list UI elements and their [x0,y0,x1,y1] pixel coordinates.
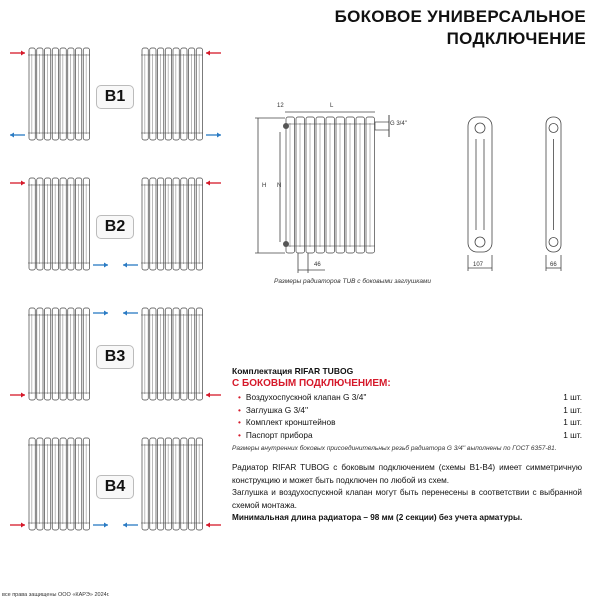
arrowhead-icon [10,133,14,138]
arrowhead-icon [206,393,210,398]
kit-item-qty: 1 шт. [563,417,582,427]
description-p3: Минимальная длина радиатора – 98 мм (2 секции) без учета арматуры. [232,513,523,522]
kit-item-name [238,391,367,404]
arrowhead-icon [21,51,25,56]
kit-item-qty: 1 шт. [563,392,582,402]
page-title [335,6,586,50]
kit-item-name [238,429,313,442]
arrowhead-icon [123,523,127,528]
description-p2: Заглушка и воздухоспускной клапан могут быть перенесены в соответствии с выбранной схемой монтажа. [232,488,582,510]
bullet-icon: • [238,392,241,402]
side-view-3col [468,117,492,252]
drawing-caption: Размеры радиаторов TUB с боковыми заглушками [274,278,432,285]
scheme-label-b3: B3 [96,345,134,369]
plug-icon [283,241,289,247]
radiator-front-view [283,115,389,253]
dim-thread: G 3/4'' [390,121,407,127]
dim-depth-3col: 107 [473,262,484,268]
kit-item-name [238,404,308,417]
kit-item-label: Воздухоспускной клапан G 3/4'' [245,392,367,402]
arrowhead-icon [206,51,210,56]
bullet-icon: • [238,417,241,427]
bullet-icon: • [238,429,241,440]
title-line-2: ПОДКЛЮЧЕНИЕ [446,29,586,48]
arrowhead-icon [21,181,25,186]
arrowhead-icon [21,523,25,528]
arrowhead-icon [104,523,108,528]
arrowhead-icon [217,133,221,138]
kit-item-qty: 1 шт. [563,429,582,440]
scheme-label-b4: B4 [96,475,134,499]
kit-section [232,366,582,452]
arrowhead-icon [206,523,210,528]
kit-heading: Комплектация RIFAR TUBOG [232,366,354,376]
dim-depth-2col: 66 [550,262,557,268]
description [232,462,582,525]
dim-pitch: 46 [314,262,321,268]
dim-axis: N [277,183,282,189]
scheme-label-b2: B2 [96,215,134,239]
dimension-drawing [250,95,600,275]
description-p1: Радиатор RIFAR TUBOG с боковым подключением (схемы B1-B4) имеет симметричную конструкцию и может быть подключен по любой из схем. [232,463,582,485]
kit-note: Размеры внутренних боковых присоединительных резьб радиатора G 3/4'' выполнены по ГОСТ 6357-81. [232,445,557,452]
copyright: все права защищены ООО «КАРЭ» 2024г. [2,592,110,598]
arrowhead-icon [206,181,210,186]
arrowhead-icon [21,393,25,398]
kit-item [232,391,582,404]
kit-item-qty: 1 шт. [563,404,582,415]
arrowhead-icon [123,311,127,316]
thread-fitting [375,122,389,130]
kit-item [232,416,582,429]
kit-item-label: Паспорт прибора [245,429,313,440]
dim-offset: 12 [277,103,284,109]
air-valve-icon [283,123,289,129]
kit-item-name [238,416,336,429]
title-line-1: БОКОВОЕ УНИВЕРСАЛЬНОЕ [334,7,586,26]
arrowhead-icon [104,311,108,316]
kit-subheading: С БОКОВЫМ ПОДКЛЮЧЕНИЕМ: [232,378,391,389]
kit-item-label: Комплект кронштейнов [245,417,336,427]
arrowhead-icon [123,263,127,268]
kit-item [232,429,582,442]
arrowhead-icon [104,263,108,268]
scheme-label-b1: B1 [96,85,134,109]
kit-item [232,404,582,417]
kit-item-label: Заглушка G 3/4'' [245,404,309,415]
bullet-icon: • [238,404,241,415]
dim-length: L [330,103,334,109]
dim-height: H [262,183,267,189]
